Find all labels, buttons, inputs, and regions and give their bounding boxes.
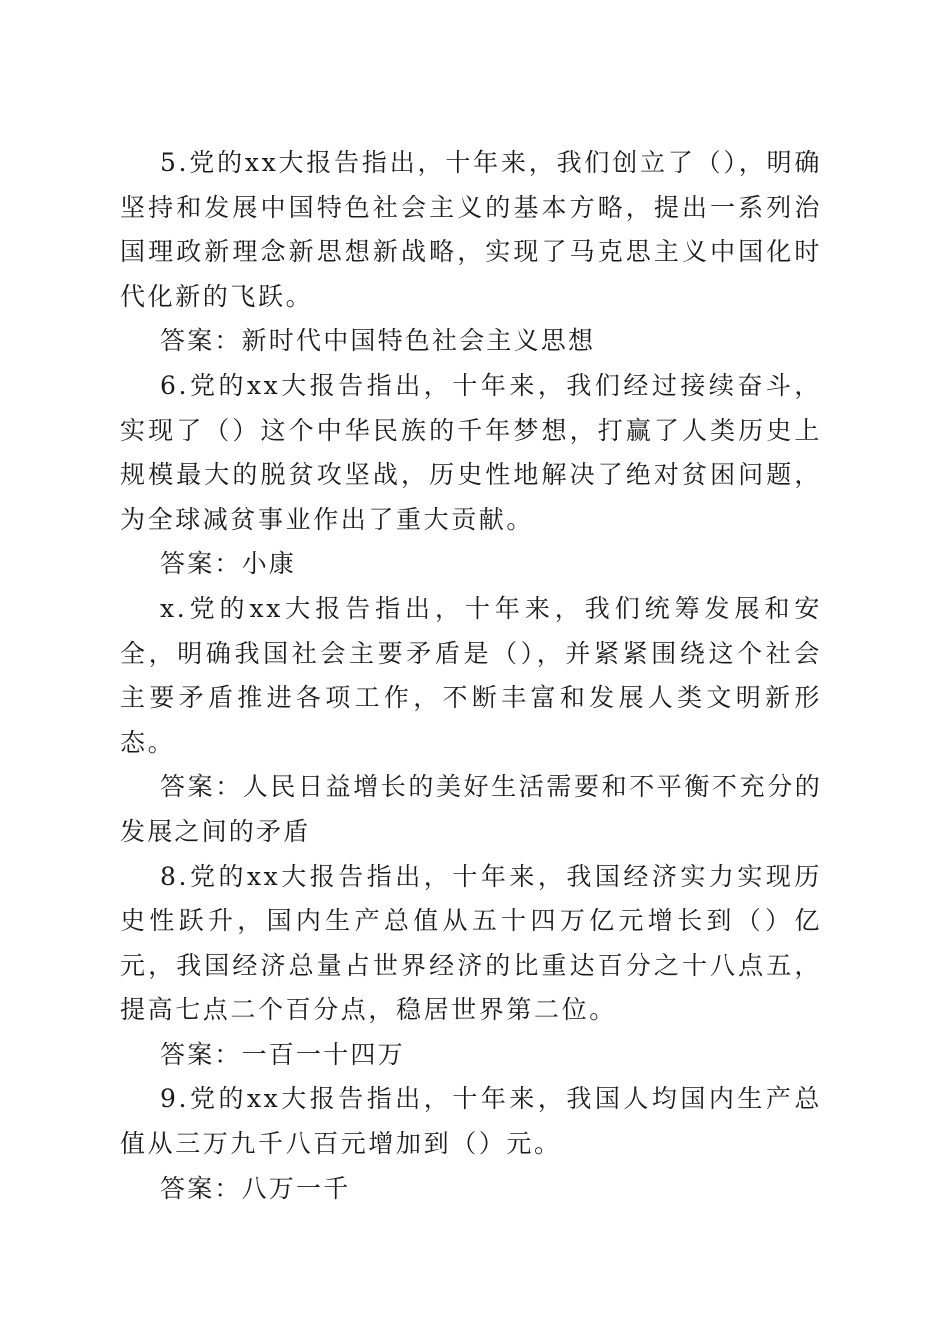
answer-x: 答案：人民日益增长的美好生活需要和不平衡不充分的发展之间的矛盾 (120, 772, 822, 846)
answer-8: 答案：一百一十四万 (160, 1039, 405, 1069)
question-6: 6.党的xx大报告指出，十年来，我们经过接续奋斗，实现了（）这个中华民族的千年梦想，打赢了人类历史上规模最大的脱贫攻坚战，历史性地解决了绝对贫困问题，为全球减贫事业作出了重大贡献。 (120, 370, 822, 534)
question-x: x.党的xx大报告指出，十年来，我们统筹发展和安全，明确我国社会主要矛盾是（），并紧紧围绕这个社会主要矛盾推进各项工作，不断丰富和发展人类文明新形态。 (120, 593, 822, 757)
question-8: 8.党的xx大报告指出，十年来，我国经济实力实现历史性跃升，国内生产总值从五十四万亿元增长到（）亿元，我国经济总量占世界经济的比重达百分之十八点五，提高七点二个百分点，稳居世界第二位。 (120, 861, 822, 1025)
document-body (120, 141, 822, 1211)
question-9: 9.党的xx大报告指出，十年来，我国人均国内生产总值从三万九千八百元增加到（）元。 (120, 1084, 822, 1159)
answer-9: 答案：八万一千 (160, 1173, 351, 1203)
question-5: 5.党的xx大报告指出，十年来，我们创立了（），明确坚持和发展中国特色社会主义的基本方略，提出一系列治国理政新理念新思想新战略，实现了马克思主义中国化时代化新的飞跃。 (120, 148, 822, 311)
answer-5: 答案：新时代中国特色社会主义思想 (160, 326, 596, 356)
answer-6: 答案：小康 (160, 549, 297, 579)
